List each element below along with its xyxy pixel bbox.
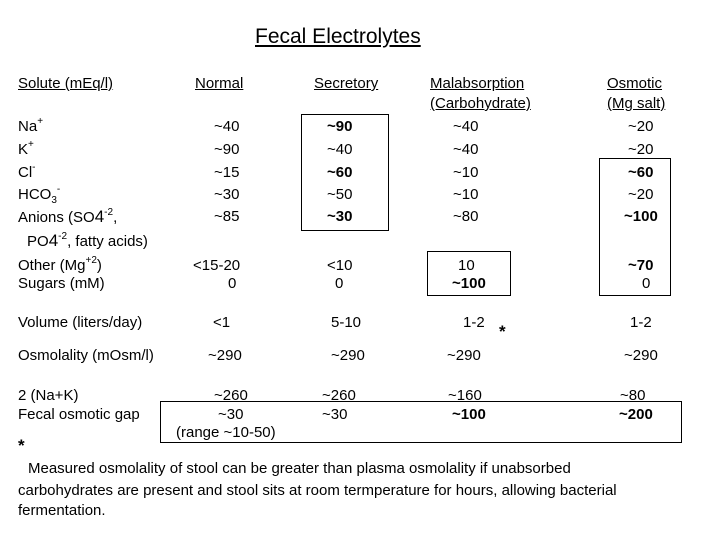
row-label-na: Na+ — [18, 116, 44, 135]
cell-secretory-cl: ~60 — [327, 164, 353, 181]
cell-normal-fecal-gap: ~30 — [218, 406, 244, 423]
row-label-k: K+ — [18, 139, 34, 158]
cell-osmotic-cl: ~60 — [628, 164, 654, 181]
row-label-volume: Volume (liters/day) — [18, 314, 143, 331]
row-label-fecal-gap: Fecal osmotic gap — [18, 406, 140, 423]
cell-osmotic-anions: ~100 — [624, 208, 658, 225]
cell-malabsorption-hco3: ~10 — [453, 186, 479, 203]
cell-secretory-k: ~40 — [327, 141, 353, 158]
cell-secretory-hco3: ~50 — [327, 186, 353, 203]
footnote-line-3: fermentation. — [18, 502, 106, 519]
cell-secretory-sugars: 0 — [335, 275, 344, 292]
cell-normal-na: ~40 — [214, 118, 240, 135]
row-label-hco3: $HCO_3^-$ — [18, 184, 61, 206]
row-label-cl: Cl- — [18, 162, 36, 181]
cell-malabsorption-na: ~40 — [453, 118, 479, 135]
cell-malabsorption-volume: 1-2 — [463, 314, 485, 331]
footnote-line-1: Measured osmolality of stool can be greater than plasma osmolality if unabsorbed — [28, 460, 571, 477]
cell-osmotic-hco3: ~20 — [628, 186, 654, 203]
cell-secretory-2nak: ~260 — [322, 387, 356, 404]
cell-osmotic-fecal-gap: ~200 — [619, 406, 653, 423]
row-label-other: Other $(Mg^{+2})$ — [18, 255, 102, 274]
cell-malabsorption-sugars: ~100 — [452, 275, 486, 292]
cell-osmotic-volume: 1-2 — [630, 314, 652, 331]
cell-malabsorption-k: ~40 — [453, 141, 479, 158]
footnote-marker: * — [18, 436, 25, 455]
cell-normal-osmolality: ~290 — [208, 347, 242, 364]
row-label-sugars: Sugars (mM) — [18, 275, 105, 292]
header-solute: Solute (mEq/l) — [18, 75, 114, 92]
cell-normal-hco3: ~30 — [214, 186, 240, 203]
row-label-po4: $PO4^{-2}$, fatty acids) — [27, 231, 148, 250]
cell-normal-k: ~90 — [214, 141, 240, 158]
header-osmotic: Osmotic — [607, 75, 663, 92]
cell-normal-2nak: ~260 — [214, 387, 248, 404]
cell-normal-volume: <1 — [213, 314, 231, 331]
cell-secretory-na: ~90 — [327, 118, 353, 135]
cell-secretory-anions: ~30 — [327, 208, 353, 225]
secretory-highlight-box — [301, 114, 389, 231]
header-secretory: Secretory — [314, 75, 379, 92]
cell-osmotic-sugars: 0 — [642, 275, 651, 292]
cell-secretory-other: <10 — [327, 257, 353, 274]
cell-malabsorption-osmolality: ~290 — [447, 347, 481, 364]
cell-osmotic-other: ~70 — [628, 257, 654, 274]
cell-osmotic-2nak: ~80 — [620, 387, 646, 404]
range-note: (range ~10-50) — [176, 424, 276, 441]
row-label-2nak: 2 (Na+K) — [18, 387, 79, 404]
cell-normal-anions: ~85 — [214, 208, 240, 225]
row-label-osmolality: Osmolality (mOsm/l) — [18, 347, 154, 364]
malabsorption-highlight-box — [427, 251, 511, 296]
cell-malabsorption-2nak: ~160 — [448, 387, 482, 404]
osmotic-highlight-box — [599, 158, 671, 296]
cell-malabsorption-anions: ~80 — [453, 208, 479, 225]
cell-secretory-fecal-gap: ~30 — [322, 406, 348, 423]
page-title: Fecal Electrolytes — [255, 25, 421, 48]
header-malabsorption-sub: (Carbohydrate) — [430, 95, 531, 112]
header-normal: Normal — [195, 75, 244, 92]
fecal-gap-highlight-box — [160, 401, 682, 443]
cell-malabsorption-other: 10 — [458, 257, 475, 274]
cell-normal-other: <15-20 — [193, 257, 241, 274]
row-label-anions: Anions ($SO4^{-2}$, — [18, 207, 118, 226]
cell-normal-sugars: 0 — [228, 275, 237, 292]
cell-malabsorption-fecal-gap: ~100 — [452, 406, 486, 423]
header-osmotic-sub: (Mg salt) — [607, 95, 666, 112]
asterisk-marker: * — [499, 322, 506, 341]
footnote-line-2: carbohydrates are present and stool sits at room termperature for hours, allowing bacterial — [18, 482, 617, 499]
cell-osmotic-osmolality: ~290 — [624, 347, 658, 364]
cell-normal-cl: ~15 — [214, 164, 240, 181]
cell-malabsorption-cl: ~10 — [453, 164, 479, 181]
cell-secretory-osmolality: ~290 — [331, 347, 365, 364]
cell-secretory-volume: 5-10 — [331, 314, 362, 331]
cell-osmotic-k: ~20 — [628, 141, 654, 158]
cell-osmotic-na: ~20 — [628, 118, 654, 135]
header-malabsorption: Malabsorption — [430, 75, 525, 92]
